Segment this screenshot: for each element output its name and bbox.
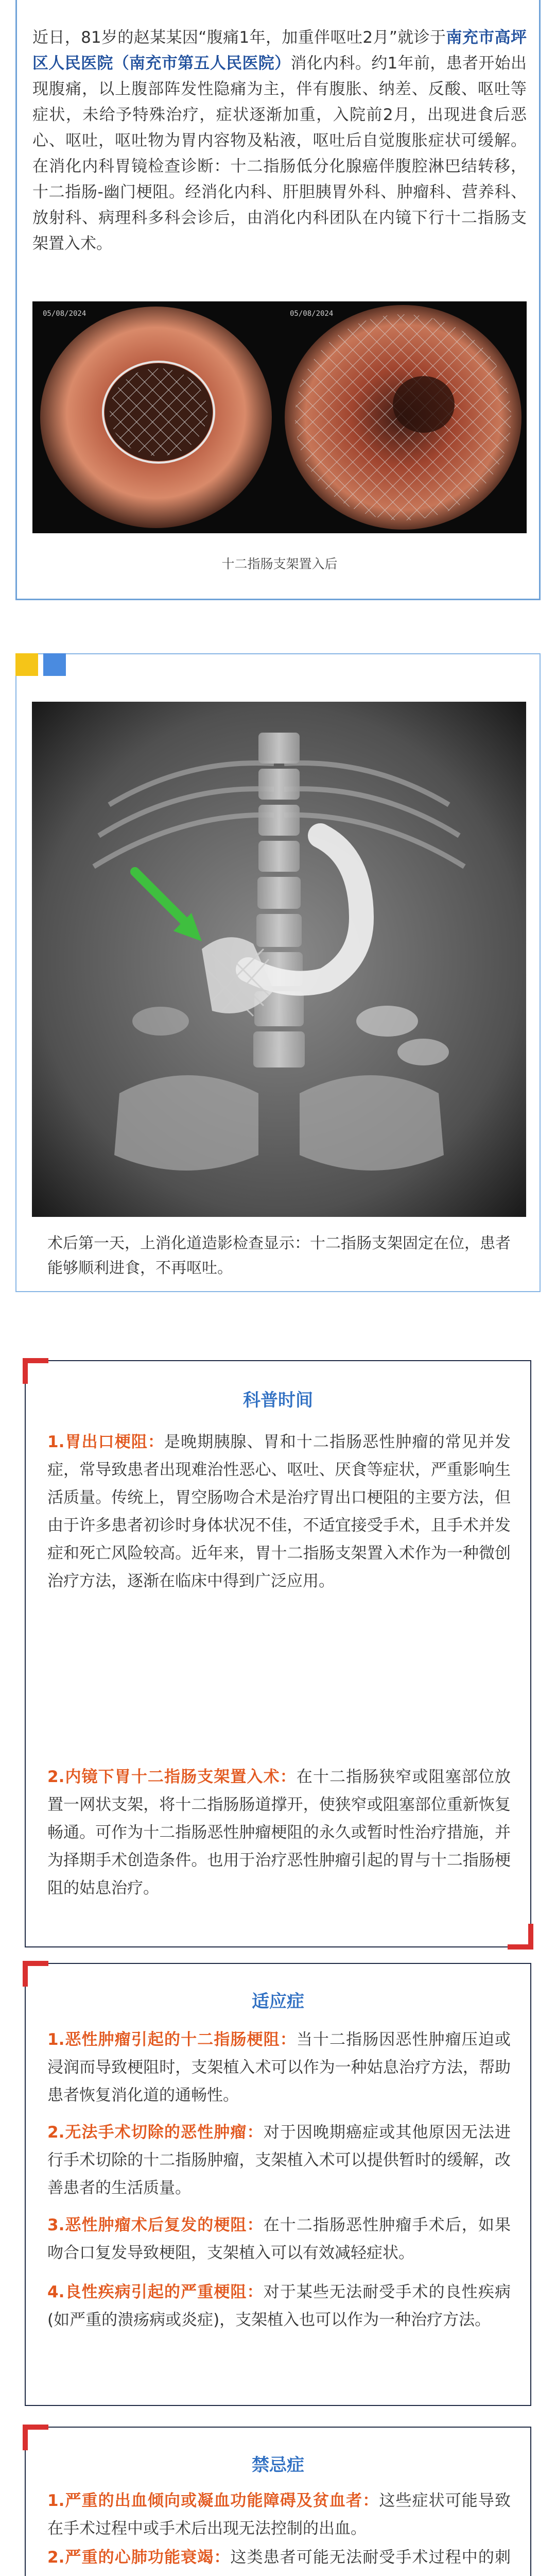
intro-text-1: 近日，81岁的赵某某因“腹痛1年，加重伴呕吐2月”就诊于 — [32, 28, 446, 47]
contraindication-item-text: 这类患者可能无法耐受手术过程中的刺 — [230, 2548, 511, 2567]
indication-item-text: 对于某些无法耐受手术的良性疾病(如严重的溃疡病或炎症)，支架植入也可以作为一种治疗方法。 — [47, 2283, 511, 2329]
abdominal-xray — [32, 702, 526, 1217]
abdominal-xray-icon — [32, 702, 526, 1217]
indication-item-lead: 3.恶性肿瘤术后复发的梗阻： — [47, 2216, 264, 2234]
indication-item-lead: 2.无法手术切除的恶性肿瘤： — [47, 2123, 264, 2142]
indications-title: 适应症 — [252, 1991, 304, 2012]
indications-box — [25, 1963, 531, 2406]
science-item — [47, 1428, 511, 1595]
xray-card — [15, 653, 541, 1292]
science-item-text: 在十二指肠狭窄或阻塞部位放置一网状支架，将十二指肠肠道撑开，使狭窄或阻塞部位重新恢复畅通。可作为十二指肠恶性肿瘤梗阻的永久或暂时性治疗措施，并为择期手术创造条件。也用于治疗恶性肿瘤引起的胃与十二指肠梗阻的姑息治疗。 — [47, 1768, 511, 1897]
science-item — [47, 1763, 511, 1902]
indication-item-lead: 4.良性疾病引起的严重梗阻： — [47, 2283, 264, 2301]
contraindication-item — [47, 2487, 511, 2543]
science-box — [25, 1360, 531, 1947]
svg-text:05/08/2024: 05/08/2024 — [290, 310, 334, 318]
intro-card — [15, 0, 541, 600]
contraindications-title: 禁忌症 — [252, 2455, 304, 2476]
endoscopy-photo-icon — [32, 301, 527, 533]
science-item-text: 是晚期胰腺、胃和十二指肠恶性肿瘤的常见并发症，常导致患者出现难治性恶心、呕吐、厌食等症状，严重影响生活质量。传统上，胃空肠吻合术是治疗胃出口梗阻的主要方法，但由于许多患者初诊时身体状况不佳，不适宜接受手术，且手术并发症和死亡风险较高。近年来，胃十二指肠支架置入术作为一种微创治疗方法，逐渐在临床中得到广泛应用。 — [47, 1433, 511, 1590]
corner-decoration — [23, 1961, 48, 1987]
indication-item-text: 当十二指肠因恶性肿瘤压迫或浸润而导致梗阻时，支架植入术可以作为一种姑息治疗方法，帮助患者恢复消化道的通畅性。 — [47, 2030, 511, 2105]
endoscopy-caption: 十二指肠支架置入后 — [221, 556, 338, 571]
contraindication-item-text: 这些症状可能导致在手术过程中或手术后出现无法控制的出血。 — [47, 2492, 511, 2538]
corner-decoration — [508, 1924, 533, 1950]
hospital-name: 南充市高坪区人民医院（南充市第五人民医院） — [32, 28, 527, 73]
blue-corner-square — [43, 653, 66, 676]
intro-text-2: 消化内科。约1年前，患者开始出现腹痛，以上腹部阵发性隐痛为主，伴有腹胀、纳差、反酸、呕吐等症状，未给予特殊治疗，症状逐渐加重，入院前2月，出现进食后恶心、呕吐，呕吐物为胃内容物及粘液，呕吐后自觉腹胀症状可缓解。在消化内科胃镜检查诊断：十二指肠低分化腺癌伴腹腔淋巴结转移，十二指肠-幽门梗阻。经消化内科、肝胆胰胃外科、肿瘤科、营养科、放射科、病理科多科会诊后，由消化内科团队在内镜下行十二指肠支架置入术。 — [32, 54, 527, 253]
contraindication-item-lead: 2.严重的心肺功能衰竭： — [47, 2548, 231, 2567]
contraindication-item — [47, 2544, 511, 2576]
indication-item — [47, 2278, 511, 2334]
intro-paragraph — [32, 25, 527, 257]
science-item-lead: 2.内镜下胃十二指肠支架置入术： — [47, 1768, 297, 1786]
endoscopy-photo — [32, 301, 527, 533]
indication-item-text: 在十二指肠恶性肿瘤手术后，如果吻合口复发导致梗阻，支架植入可以有效减轻症状。 — [47, 2216, 511, 2262]
science-item-lead: 1.胃出口梗阻： — [47, 1433, 165, 1451]
xray-caption: 术后第一天，上消化道造影检查显示：十二指肠支架固定在位，患者能够顺利进食，不再呕吐。 — [47, 1234, 511, 1277]
indication-item — [47, 2026, 511, 2109]
contraindication-item-lead: 1.严重的出血倾向或凝血功能障碍及贫血者： — [47, 2492, 379, 2510]
contraindications-box — [25, 2427, 531, 2576]
yellow-corner-square — [15, 653, 38, 676]
svg-text:05/08/2024: 05/08/2024 — [43, 310, 86, 318]
science-title: 科普时间 — [243, 1390, 313, 1411]
corner-decoration — [23, 2425, 48, 2450]
indication-item-text: 对于因晚期癌症或其他原因无法进行手术切除的十二指肠肿瘤，支架植入术可以提供暂时的缓解，改善患者的生活质量。 — [47, 2123, 511, 2197]
indication-item — [47, 2211, 511, 2267]
corner-decoration — [23, 1358, 48, 1384]
indication-item — [47, 2119, 511, 2202]
indication-item-lead: 1.恶性肿瘤引起的十二指肠梗阻： — [47, 2030, 297, 2049]
